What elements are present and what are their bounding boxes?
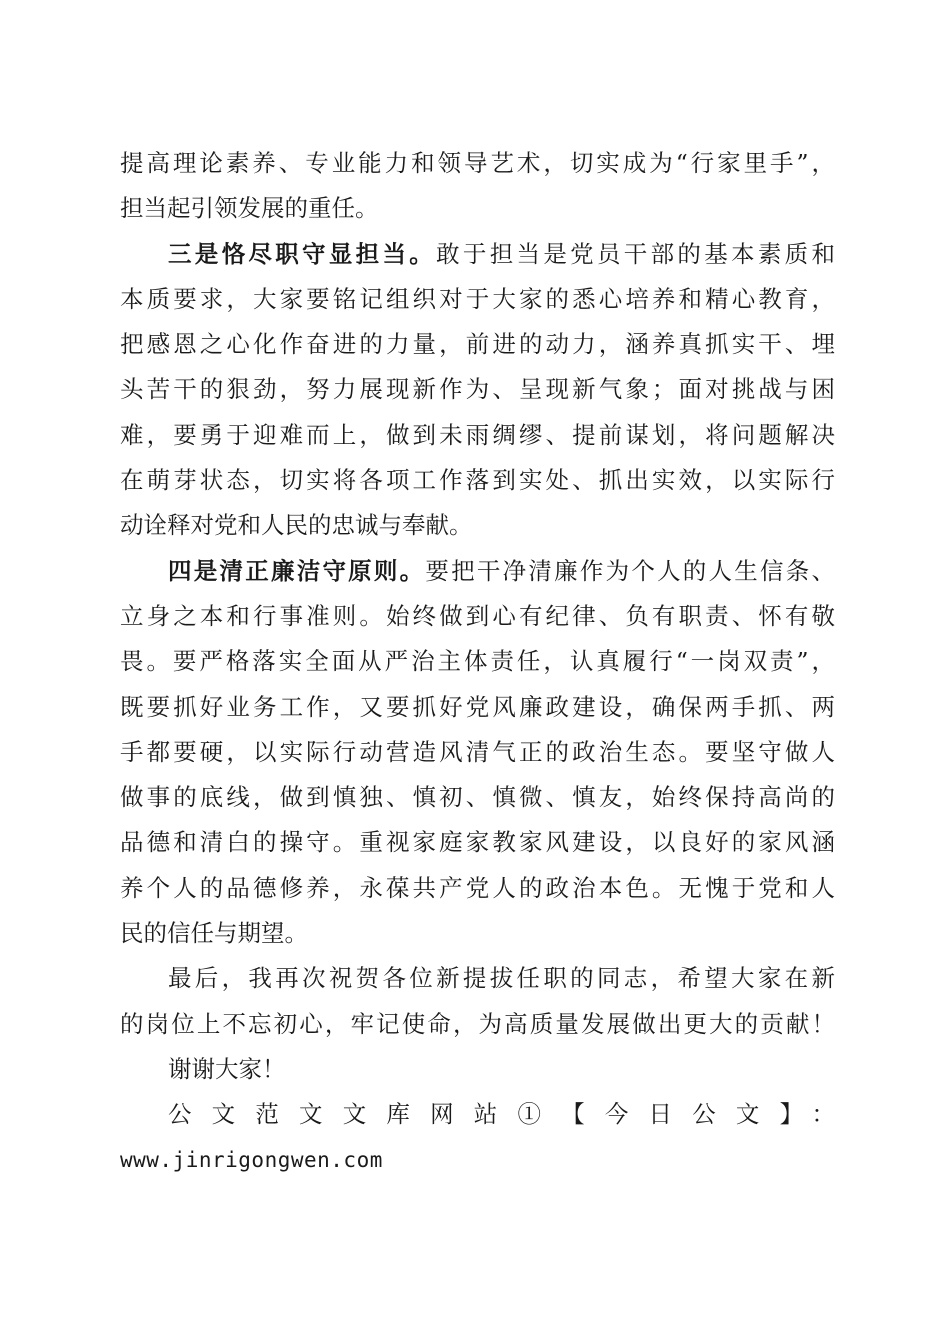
- paragraph-3-line-8: 养个人的品德修养，永葆共产党人的政治本色。无愧于党和人: [120, 873, 835, 902]
- paragraph-1-line-2: 担当起引领发展的重任。: [120, 194, 379, 223]
- paragraph-3-line-1: [120, 549, 835, 594]
- paragraph-2-heading: 三是恪尽职守显担当。: [168, 239, 437, 268]
- paragraph-4-line-1: 最后，我再次祝贺各位新提拔任职的同志，希望大家在新: [168, 964, 835, 993]
- paragraph-3-heading: 四是清正廉洁守原则。: [168, 556, 426, 585]
- paragraph-2-line-4: 头苦干的狠劲，努力展现新作为、呈现新气象；面对挑战与困: [120, 375, 835, 404]
- footer-site-label: 公文范文文库网站①【今日公文】：: [168, 1100, 835, 1129]
- paragraph-2-line-6: 在萌芽状态，切实将各项工作落到实处、抓出实效，以实际行: [120, 466, 835, 495]
- closing-thanks: 谢谢大家！: [168, 1054, 286, 1083]
- paragraph-2-line-3: 把感恩之心化作奋进的力量，前进的动力，涵养真抓实干、埋: [120, 330, 835, 359]
- paragraph-3-line-7: 品德和清白的操守。重视家庭家教家风建设，以良好的家风涵: [120, 828, 835, 857]
- document-page: [120, 141, 835, 1183]
- paragraph-3-line-4: 既要抓好业务工作，又要抓好党风廉政建设，确保两手抓、两: [120, 692, 835, 721]
- footer-url[interactable]: www.jinrigongwen.com: [120, 1147, 383, 1172]
- paragraph-3-line-6: 做事的底线，做到慎独、慎初、慎微、慎友，始终保持高尚的: [120, 783, 835, 812]
- paragraph-3-line-3: 畏。要严格落实全面从严治主体责任，认真履行“一岗双责”，: [120, 647, 835, 676]
- paragraph-3-line-2: 立身之本和行事准则。始终做到心有纪律、负有职责、怀有敬: [120, 601, 835, 630]
- paragraph-2-line-5: 难，要勇于迎难而上，做到未雨绸缪、提前谋划，将问题解决: [120, 420, 835, 449]
- paragraph-4-line-2: 的岗位上不忘初心，牢记使命，为高质量发展做出更大的贡献！: [120, 1009, 835, 1038]
- paragraph-3-line-9: 民的信任与期望。: [120, 919, 308, 948]
- paragraph-1-line-1: 提高理论素养、专业能力和领导艺术，切实成为“行家里手”，: [120, 149, 835, 177]
- paragraph-3-first-text: 要把干净清廉作为个人的人生信条、: [425, 556, 836, 585]
- paragraph-2-line-7: 动诠释对党和人民的忠诚与奉献。: [120, 511, 473, 540]
- paragraph-2-line-2: 本质要求，大家要铭记组织对于大家的悉心培养和精心教育，: [120, 284, 835, 313]
- paragraph-2-line-1: [120, 232, 835, 277]
- paragraph-2-first-text: 敢于担当是党员干部的基本素质和: [436, 239, 835, 268]
- paragraph-3-line-5: 手都要硬，以实际行动营造风清气正的政治生态。要坚守做人: [120, 737, 835, 766]
